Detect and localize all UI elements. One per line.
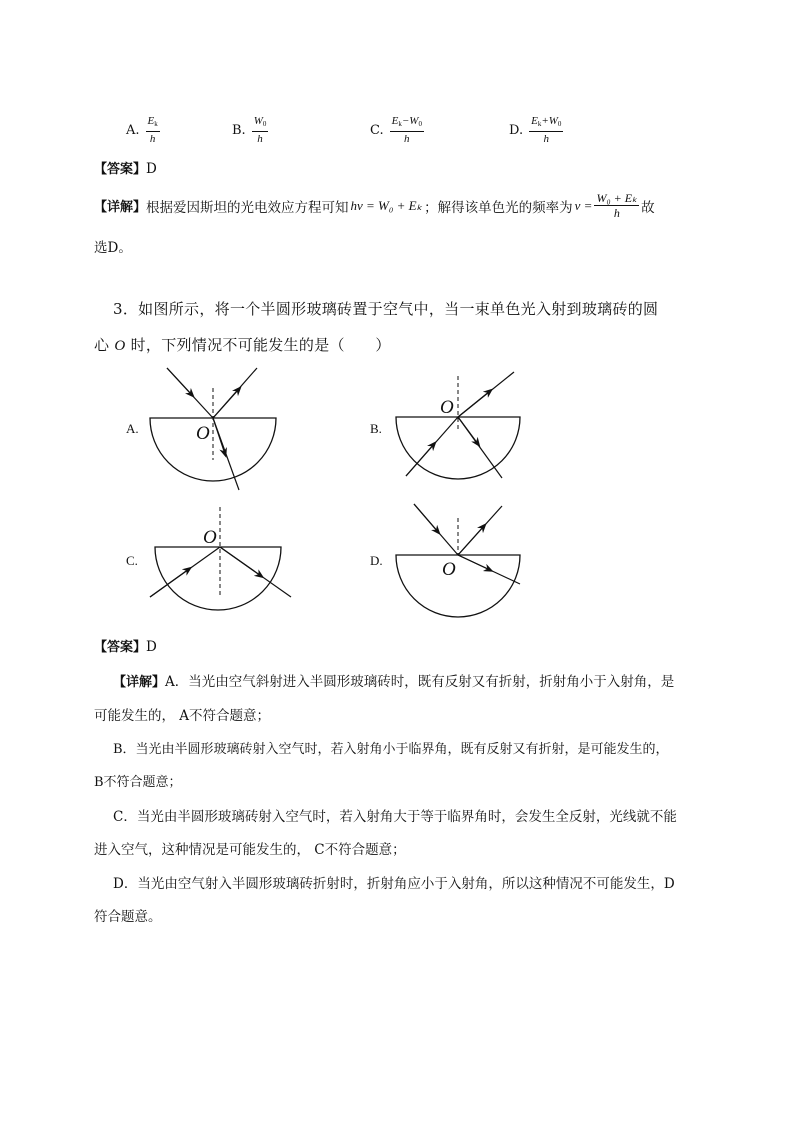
figure-c-label: C. xyxy=(126,553,138,568)
q3-detail-c-line2: 进入空气，这种情况是可能发生的， C不符合题意； xyxy=(94,842,406,858)
q3-detail-d-line1: D．当光由空气射入半圆形玻璃砖折射时，折射角应小于入射角，所以这种情况不可能发生，D xyxy=(113,876,675,892)
figure-b xyxy=(390,362,530,494)
figure-a xyxy=(145,360,285,495)
figure-d xyxy=(392,500,532,622)
q3-question-line2: 心 O 时，下列情况不可能发生的是（ ） xyxy=(94,336,391,354)
q3-detail-b-line1: B．当光由半圆形玻璃砖射入空气时，若入射角小于临界角，既有反射又有折射，是可能发生的， xyxy=(113,742,669,757)
option-letter: A. xyxy=(126,122,140,138)
option-c xyxy=(370,110,424,150)
figure-a-label: A. xyxy=(126,421,139,436)
q3-question-line1: 3．如图所示，将一个半圆形玻璃砖置于空气中，当一束单色光入射到玻璃砖的圆 xyxy=(113,300,659,318)
q3-detail-c-line1: C．当光由半圆形玻璃砖射入空气时，若入射角大于等于临界角时，会发生全反射，光线就不能 xyxy=(113,809,677,825)
q3-detail-a-line1: 【详解】A．当光由空气斜射进入半圆形玻璃砖时，既有反射又有折射，折射角小于入射角，是 xyxy=(113,674,675,690)
option-letter: C. xyxy=(370,122,384,138)
q3-answer: 【答案】D xyxy=(94,639,157,655)
glass-half-disk xyxy=(155,547,281,610)
q2-detail: 【详解】 根据爱因斯坦的光电效应方程可知 hν = W₀ + Eₖ ；解得该单色光的频率为 ν = $\frac{\text{W₀ + Eₖ}}{h}$ 故 xyxy=(94,191,655,220)
q3-detail-b-line2: B不符合题意； xyxy=(94,775,182,790)
q2-answer: 【答案】D xyxy=(94,161,157,177)
option-letter: B. xyxy=(232,122,246,138)
option-b xyxy=(232,110,268,150)
option-d xyxy=(509,110,563,150)
option-letter: D. xyxy=(509,122,524,138)
center-o: O xyxy=(203,527,217,548)
figure-d-label: D. xyxy=(370,553,383,568)
option-a xyxy=(126,110,160,150)
frequency-fraction: $\frac{\text{W₀ + Eₖ}}{h}$ xyxy=(596,191,638,220)
fraction: $\frac{E_k+W_0}{h}$ xyxy=(531,115,562,145)
equation-photoelectric: hν = W₀ + Eₖ xyxy=(350,197,423,213)
center-o: O xyxy=(442,559,456,580)
q2-detail-cont: 选D。 xyxy=(94,240,132,256)
figure-c xyxy=(145,505,300,617)
q3-detail-a-line2: 可能发生的， A不符合题意； xyxy=(94,708,271,724)
fraction: $\frac{E_k}{h}$ xyxy=(147,115,158,145)
glass-half-disk xyxy=(150,418,276,481)
center-o: O xyxy=(440,397,454,418)
glass-half-disk xyxy=(396,555,520,617)
fraction: $\frac{W_0}{h}$ xyxy=(253,115,267,145)
center-o: O xyxy=(196,423,210,444)
figure-b-label: B. xyxy=(370,421,382,436)
fraction: $\frac{E_k-W_0}{h}$ xyxy=(391,115,422,145)
q3-detail-d-line2: 符合题意。 xyxy=(94,909,162,925)
